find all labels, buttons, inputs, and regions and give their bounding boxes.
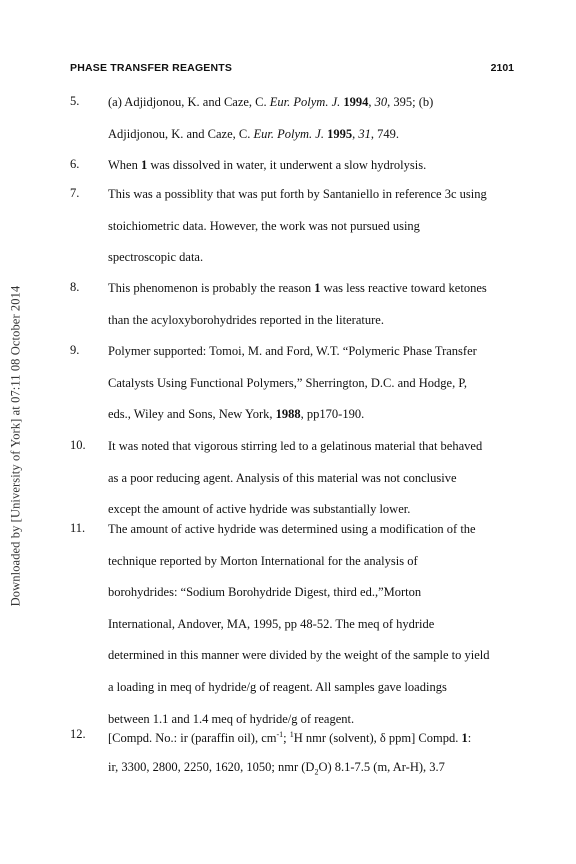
text-run: International, Andover, MA, 1995, pp 48-52. The meq of hydride [108,616,435,631]
text-run: determined in this manner were divided by the weight of the sample to yield [108,648,490,663]
text-run: ; [283,731,290,746]
reference-line [108,711,522,727]
text-run: This phenomenon is probably the reason [108,281,315,295]
reference-line [108,157,522,173]
text-run: O) 8.1-7.5 (m, Ar-H), 3.7 [318,759,445,774]
reference-number: 6. [70,157,80,171]
text-run: was dissolved in water, it underwent a slow hydrolysis. [147,158,427,172]
text-run: It was noted that vigorous stirring led to a gelatinous material that behaved [108,439,483,453]
text-run: (a) Adjidjonou, K. and Caze, C. [108,95,270,109]
reference-number: 5. [70,94,80,108]
text-run: This was a possiblity that was put forth by Santaniello in reference 3c using [108,187,487,201]
page-number: 2101 [490,62,514,74]
reference-line [108,218,522,250]
text-run: 1994 [343,95,369,109]
text-run: as a poor reducing agent. Analysis of this material was not conclusive [108,470,457,485]
text-run: 1 [289,730,294,739]
download-watermark: Downloaded by [University of York] at 07:11 08 October 2014 [8,285,23,607]
text-run: spectroscopic data. [108,250,204,265]
reference-text [108,727,522,775]
reference-line [108,679,522,711]
text-run: Adjidjonou, K. and Caze, C. [108,126,254,141]
text-run: , [368,95,375,109]
reference-number: 8. [70,280,80,294]
reference-line [108,553,522,585]
reference-text [108,157,522,173]
reference-line [108,521,522,553]
text-run: The amount of active hydride was determined using a modification of the [108,522,476,536]
reference-number: 7. [70,186,80,200]
text-run: , 395; (b) [387,95,434,109]
text-run: 2 [314,767,319,777]
reference-line [108,312,522,328]
text-run: was less reactive toward ketones [320,281,487,295]
text-run: 1 [314,281,321,295]
reference-line [108,501,522,517]
reference-line [108,249,522,265]
reference-number: 9. [70,343,80,357]
reference-text [108,343,522,422]
reference-line [108,186,522,218]
text-run: When [108,158,141,172]
text-run: between 1.1 and 1.4 meq of hydride/g of reagent. [108,711,355,726]
reference-line [108,343,522,375]
text-run: 30 [374,95,388,109]
reference-line [108,126,522,142]
reference-line [108,406,522,422]
reference-line [108,438,522,470]
reference-text [108,94,522,142]
text-run: except the amount of active hydride was substantially lower. [108,502,411,517]
text-run: -1 [276,730,284,739]
text-run: 1988 [275,407,301,422]
text-run: technique reported by Morton International for the analysis of [108,553,418,568]
reference-line [108,584,522,616]
running-title: PHASE TRANSFER REAGENTS [70,62,233,74]
text-run: eds., Wiley and Sons, New York, [108,407,276,422]
reference-line [108,94,522,126]
text-run: borohydrides: “Sodium Borohydride Digest, third ed.,”Morton [108,585,422,600]
text-run: 1 [461,731,468,746]
reference-text [108,186,522,265]
reference-number: 12. [70,727,86,741]
text-run: Eur. Polym. J. [253,126,324,141]
text-run: 1 [140,158,148,172]
text-run: , pp170-190. [300,407,365,422]
text-run: H nmr (solvent), δ ppm] Compd. [293,731,462,746]
reference-line [108,759,522,775]
text-run: Polymer supported: Tomoi, M. and Ford, W.T. “Polymeric Phase Transfer [108,344,477,358]
text-run: [Compd. No.: ir (paraffin oil), cm [108,731,277,746]
reference-line [108,470,522,502]
text-run: than the acyloxyborohydrides reported in the literature. [108,312,384,327]
text-run: Eur. Polym. J. [269,95,341,109]
text-run: , 749. [370,126,399,141]
reference-text [108,438,522,517]
reference-line [108,647,522,679]
reference-line [108,280,522,312]
text-run: a loading in meq of hydride/g of reagent. All samples gave loadings [108,679,447,694]
reference-line [108,375,522,407]
text-run: Catalysts Using Functional Polymers,” Sherrington, D.C. and Hodge, P, [108,375,468,390]
reference-number: 10. [70,438,86,452]
text-run: stoichiometric data. However, the work was not pursued using [108,218,420,233]
text-run: : [467,731,472,746]
reference-text [108,521,522,727]
running-header [70,62,514,78]
text-run: , [352,126,359,141]
reference-line [108,727,522,759]
text-run: 1995 [327,126,353,141]
text-run: ir, 3300, 2800, 2250, 1620, 1050; nmr (D [108,759,315,774]
reference-number: 11. [70,521,86,535]
text-run: 31 [358,126,371,141]
reference-line [108,616,522,648]
reference-text [108,280,522,328]
